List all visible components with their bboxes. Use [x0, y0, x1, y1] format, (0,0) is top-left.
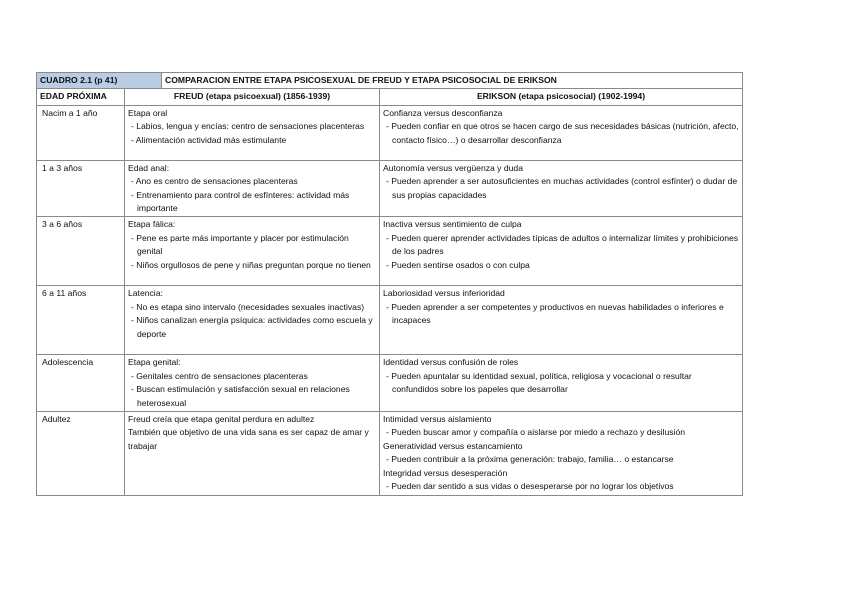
freud-cell	[125, 105, 380, 160]
freud-stage-title: Etapa oral	[128, 107, 168, 118]
freud-stage-title: Etapa genital:	[128, 357, 181, 368]
erikson-cell	[380, 160, 743, 217]
erikson-stage-title: Inactiva versus sentimiento de culpa	[383, 219, 522, 230]
table-row	[37, 160, 743, 217]
erikson-item: - Pueden querer aprender actividades típicas de adultos o internalizar límites y prohibiciones de los padres	[383, 232, 739, 259]
table-row	[37, 286, 743, 355]
age-cell: 3 a 6 años	[37, 217, 125, 286]
erikson-stage-title: Generatividad versus estancamiento	[383, 440, 523, 451]
freud-cell	[125, 217, 380, 286]
table-row	[37, 217, 743, 286]
freud-cell	[125, 286, 380, 355]
freud-item: - Pene es parte más importante y placer por estimulación genital	[128, 232, 376, 259]
freud-cell	[125, 412, 380, 495]
header-freud: FREUD (etapa psicoexual) (1856-1939)	[125, 89, 380, 105]
freud-text-line: Freud creía que etapa genital perdura en adultez	[128, 414, 315, 425]
table-code: CUADRO 2.1 (p 41)	[37, 73, 162, 89]
table-row	[37, 105, 743, 160]
freud-item: - Labios, lengua y encías: centro de sensaciones placenteras	[128, 120, 376, 133]
erikson-cell	[380, 412, 743, 495]
erikson-stage-title: Identidad versus confusión de roles	[383, 357, 519, 368]
age-cell: 6 a 11 años	[37, 286, 125, 355]
freud-text-line: También que objetivo de una vida sana es ser capaz de amar y trabajar	[128, 427, 369, 451]
freud-item: - Entrenamiento para control de esfínteres: actividad más importante	[128, 189, 376, 216]
age-cell: Nacim a 1 año	[37, 105, 125, 160]
age-cell: Adultez	[37, 412, 125, 495]
freud-cell	[125, 160, 380, 217]
header-erikson: ERIKSON (etapa psicosocial) (1902-1994)	[380, 89, 743, 105]
erikson-cell	[380, 286, 743, 355]
table-title: COMPARACION ENTRE ETAPA PSICOSEXUAL DE FREUD Y ETAPA PSICOSOCIAL DE ERIKSON	[162, 73, 743, 89]
comparison-table	[36, 72, 743, 496]
table-row	[37, 412, 743, 495]
erikson-item: - Pueden aprender a ser competentes y productivos en nuevas habilidades o inferiores e incapaces	[383, 301, 739, 328]
table-row	[37, 355, 743, 412]
freud-item: - Alimentación actividad más estimulante	[128, 134, 376, 147]
erikson-item: - Pueden apuntalar su identidad sexual, política, religiosa y vocacional o resultar confundidos sobre los papeles que desarrollar	[383, 370, 739, 397]
freud-item: - Niños canalizan energía psíquica: actividades como escuela y deporte	[128, 314, 376, 341]
erikson-item: - Pueden confiar en que otros se hacen cargo de sus necesidades básicas (nutrición, afecto, contacto físico…) o desarrollar desconfianza	[383, 120, 739, 147]
erikson-stage-title: Integridad versus desesperación	[383, 467, 508, 478]
table-title-row	[37, 73, 743, 89]
freud-item: - No es etapa sino intervalo (necesidades sexuales inactivas)	[128, 301, 376, 314]
freud-stage-title: Etapa fálica:	[128, 219, 176, 230]
freud-cell	[125, 355, 380, 412]
table-header-row	[37, 89, 743, 105]
freud-stage-title: Edad anal:	[128, 162, 170, 173]
erikson-stage-title: Autonomía versus vergüenza y duda	[383, 162, 523, 173]
header-age: EDAD PRÓXIMA	[37, 89, 125, 105]
erikson-item: - Pueden buscar amor y compañía o aislarse por miedo a rechazo y desilusión	[383, 426, 739, 439]
freud-stage-title: Latencia:	[128, 288, 163, 299]
freud-item: - Niños orgullosos de pene y niñas preguntan porque no tienen	[128, 259, 376, 272]
erikson-item: - Pueden sentirse osados o con culpa	[383, 259, 739, 272]
erikson-item: - Pueden aprender a ser autosuficientes en muchas actividades (control esfínter) o dudar de sus propias capacidades	[383, 175, 739, 202]
erikson-cell	[380, 217, 743, 286]
erikson-stage-title: Laboriosidad versus inferioridad	[383, 288, 505, 299]
freud-item: - Buscan estimulación y satisfacción sexual en relaciones heterosexual	[128, 383, 376, 410]
erikson-cell	[380, 355, 743, 412]
age-cell: 1 a 3 años	[37, 160, 125, 217]
freud-item: - Genitales centro de sensaciones placenteras	[128, 370, 376, 383]
erikson-stage-title: Intimidad versus aislamiento	[383, 414, 492, 425]
erikson-item: - Pueden contribuir a la próxima generación: trabajo, familia… o estancarse	[383, 453, 739, 466]
freud-item: - Ano es centro de sensaciones placenteras	[128, 175, 376, 188]
erikson-item: - Pueden dar sentido a sus vidas o desesperarse por no lograr los objetivos	[383, 480, 739, 493]
erikson-cell	[380, 105, 743, 160]
erikson-stage-title: Confianza versus desconfianza	[383, 107, 503, 118]
age-cell: Adolescencia	[37, 355, 125, 412]
